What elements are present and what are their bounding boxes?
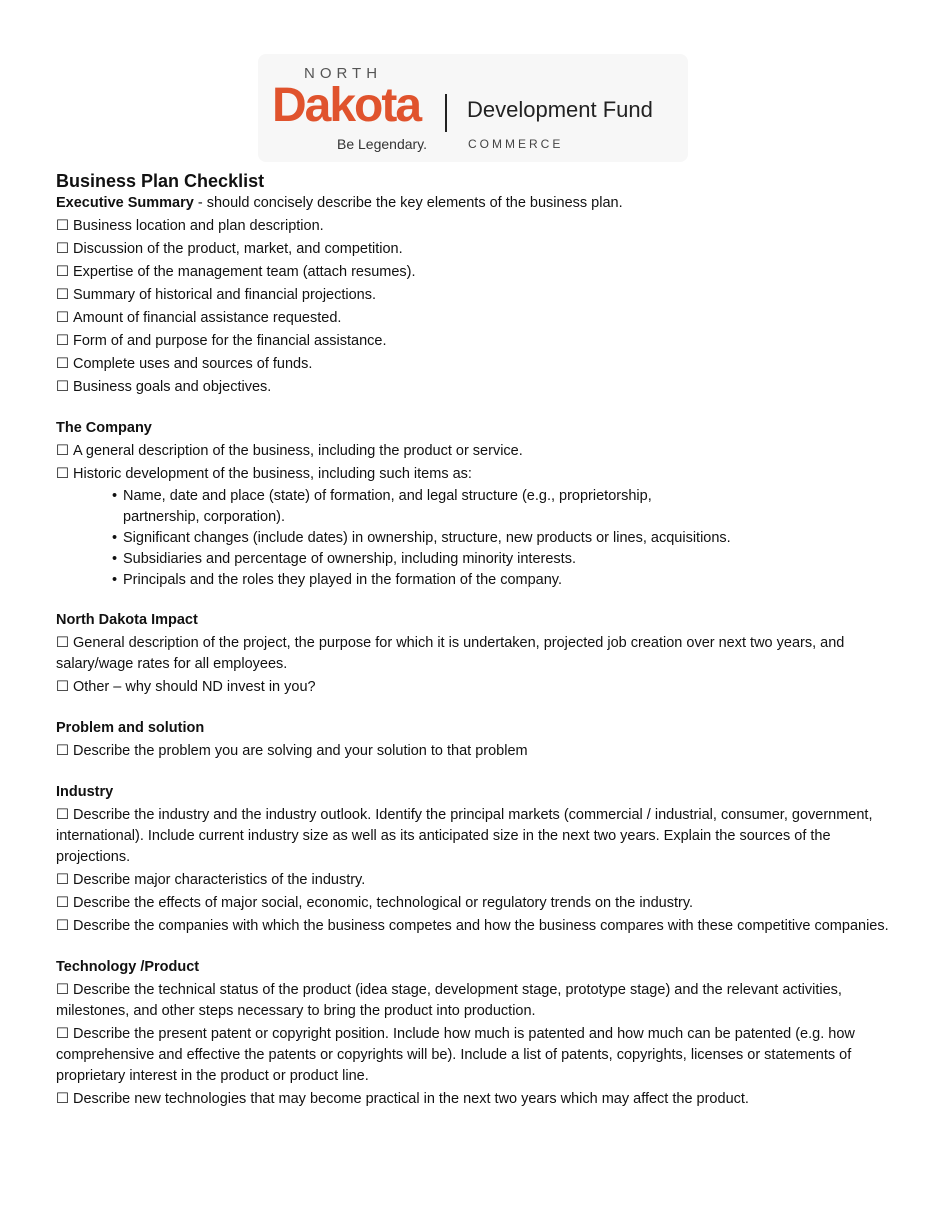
checklist-item-text: Describe the companies with which the business competes and how the business compares with these competitive companies. — [73, 918, 889, 934]
checkbox-icon[interactable]: ☐ — [56, 310, 69, 326]
bullet-item: • Principals and the roles they played in the formation of the company. — [112, 570, 896, 591]
executive-summary-label: Executive Summary — [56, 195, 194, 211]
checklist-item — [56, 740, 896, 763]
checklist-item-text: Amount of financial assistance requested. — [73, 310, 342, 326]
checklist-item — [56, 1088, 896, 1111]
logo-north-text: NORTH — [304, 65, 383, 82]
bullet-item: • Name, date and place (state) of formation, and legal structure (e.g., proprietorship, partnership, corporation). — [112, 486, 713, 528]
checkbox-icon[interactable]: ☐ — [56, 895, 69, 911]
checklist-item-text: Describe new technologies that may become practical in the next two years which may affect the product. — [73, 1091, 749, 1107]
checklist-item-text: Business location and plan description. — [73, 218, 324, 234]
checklist-item — [56, 440, 896, 463]
checklist-item — [56, 892, 896, 915]
checklist-item-text: Describe the present patent or copyright position. Include how much is patented and how much can be patented (e.g. how comprehensive and effective the patents or copyrights will be). Include a list of patents, copyrights, licenses or statements of proprietary interest in the product or product line. — [56, 1026, 855, 1084]
checkbox-icon[interactable]: ☐ — [56, 379, 69, 395]
checklist-item — [56, 463, 896, 486]
checklist-document — [56, 170, 896, 1111]
checkbox-icon[interactable]: ☐ — [56, 218, 69, 234]
checkbox-icon[interactable]: ☐ — [56, 264, 69, 280]
checklist-item-text: Form of and purpose for the financial assistance. — [73, 333, 387, 349]
checkbox-icon[interactable]: ☐ — [56, 918, 69, 934]
checkbox-icon[interactable]: ☐ — [56, 807, 69, 823]
page-title: Business Plan Checklist — [56, 171, 265, 191]
checklist-item-text: Describe major characteristics of the industry. — [73, 872, 366, 888]
checklist-item — [56, 284, 896, 307]
checkbox-icon[interactable]: ☐ — [56, 743, 69, 759]
checklist-item — [56, 330, 896, 353]
checkbox-icon[interactable]: ☐ — [56, 443, 69, 459]
checklist-item-text: Expertise of the management team (attach resumes). — [73, 264, 416, 280]
section-heading-the-company: The Company — [56, 420, 152, 436]
checklist-item — [56, 307, 896, 330]
logo-dakota-wordmark: Dakota — [272, 79, 421, 132]
checklist-item-text: Describe the problem you are solving and your solution to that problem — [73, 743, 528, 759]
checklist-item-text: Describe the effects of major social, economic, technological or regulatory trends on the industry. — [73, 895, 694, 911]
checkbox-icon[interactable]: ☐ — [56, 872, 69, 888]
checklist-item — [56, 804, 896, 869]
checkbox-icon[interactable]: ☐ — [56, 333, 69, 349]
section-heading-north-dakota-impact: North Dakota Impact — [56, 612, 198, 628]
checklist-item-text: A general description of the business, including the product or service. — [73, 443, 523, 459]
north-dakota-development-fund-logo — [258, 54, 688, 162]
checkbox-icon[interactable]: ☐ — [56, 1026, 69, 1042]
checklist-item-text: General description of the project, the purpose for which it is undertaken, projected job creation over next two years, and salary/wage rates for all employees. — [56, 635, 845, 672]
checklist-item-text: Business goals and objectives. — [73, 379, 272, 395]
checklist-item-text: Summary of historical and financial projections. — [73, 287, 377, 303]
logo-tagline: Be Legendary. — [337, 136, 428, 152]
checkbox-icon[interactable]: ☐ — [56, 356, 69, 372]
checklist-item — [56, 632, 896, 676]
checkbox-icon[interactable]: ☐ — [56, 982, 69, 998]
checklist-item — [56, 915, 896, 938]
logo-divider — [445, 94, 447, 132]
checklist-item — [56, 215, 896, 238]
executive-summary-intro — [56, 192, 896, 215]
checklist-item — [56, 353, 896, 376]
checkbox-icon[interactable]: ☐ — [56, 466, 69, 482]
checklist-item-text: Other – why should ND invest in you? — [73, 679, 316, 695]
checkbox-icon[interactable]: ☐ — [56, 241, 69, 257]
bullet-item: • Significant changes (include dates) in ownership, structure, new products or lines, acquisitions. — [112, 528, 896, 549]
checklist-item — [56, 869, 896, 892]
checklist-item — [56, 238, 896, 261]
checklist-item — [56, 979, 896, 1023]
bullet-item: • Subsidiaries and percentage of ownership, including minority interests. — [112, 549, 896, 570]
section-heading-problem-and-solution: Problem and solution — [56, 720, 205, 736]
checkbox-icon[interactable]: ☐ — [56, 287, 69, 303]
checklist-item — [56, 261, 896, 284]
section-heading-industry: Industry — [56, 784, 114, 800]
checklist-item — [56, 376, 896, 399]
checklist-item-text: Historic development of the business, including such items as: — [73, 466, 472, 482]
checklist-item — [56, 1023, 896, 1088]
company-history-bullet-list — [56, 486, 896, 591]
executive-summary-description: - should concisely describe the key elements of the business plan. — [193, 195, 623, 211]
checklist-item-text: Complete uses and sources of funds. — [73, 356, 313, 372]
checklist-item — [56, 676, 896, 699]
logo-fund-name: Development Fund — [467, 97, 653, 122]
checklist-item-text: Describe the technical status of the product (idea stage, development stage, prototype stage) and the relevant activities, milestones, and other steps necessary to bring the product into production. — [56, 982, 842, 1019]
checkbox-icon[interactable]: ☐ — [56, 1091, 69, 1107]
checklist-item-text: Describe the industry and the industry outlook. Identify the principal markets (commercial / industrial, consumer, government, international). Include current industry size as well as its anticipated size in the next two years. Explain the sources of the projections. — [56, 807, 873, 865]
checkbox-icon[interactable]: ☐ — [56, 679, 69, 695]
checklist-item-text: Discussion of the product, market, and competition. — [73, 241, 403, 257]
checkbox-icon[interactable]: ☐ — [56, 635, 69, 651]
logo-commerce-text: COMMERCE — [468, 137, 564, 151]
section-heading-technology-product: Technology /Product — [56, 959, 200, 975]
